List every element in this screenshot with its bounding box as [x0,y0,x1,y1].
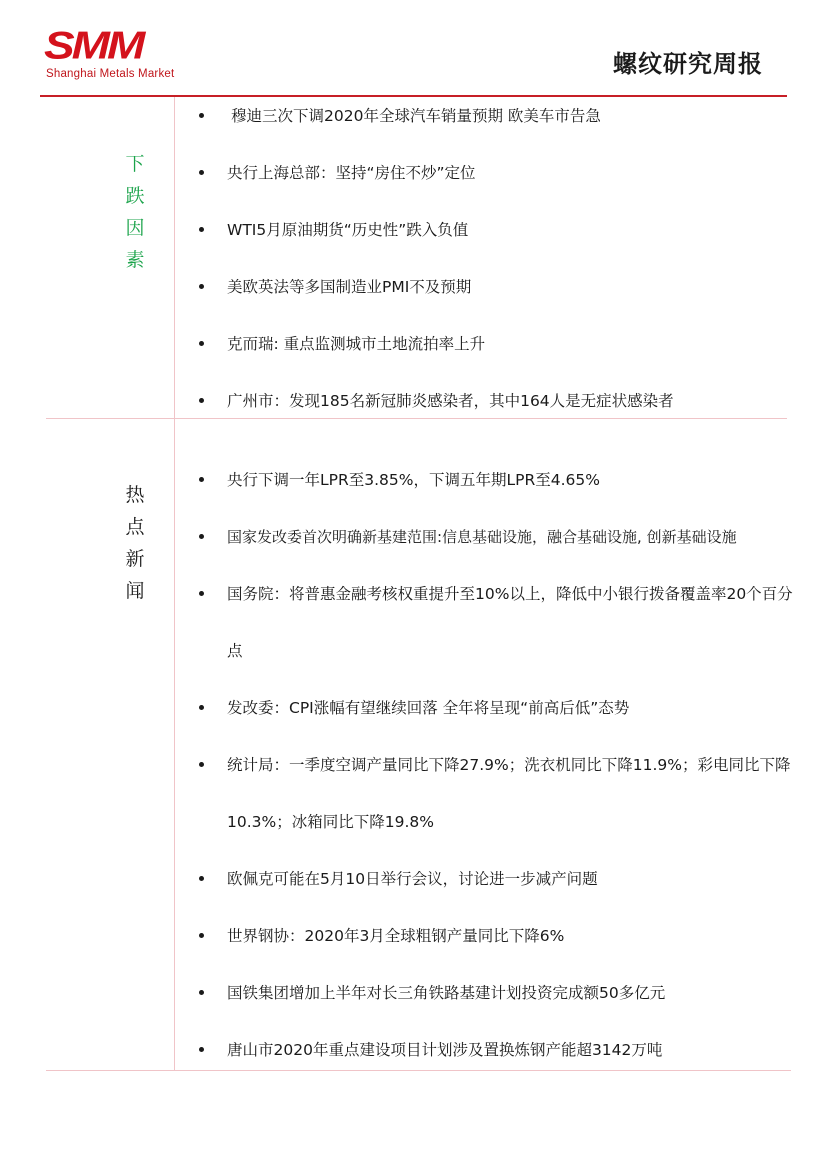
label-char: 跌 [125,185,145,207]
label-char: 下 [125,153,145,175]
bullet-icon [199,591,204,596]
list-item-text: 克而瑞: 重点监测城市土地流拍率上升 [227,335,486,353]
bullet-icon [199,170,204,175]
list-item-text: 穆迪三次下调2020年全球汽车销量预期 欧美车市告急 [231,107,601,125]
bullet-icon [199,876,204,881]
section-label-falling-factors [122,148,148,276]
bullet-icon [199,477,204,482]
logo-mark: SMM [44,22,143,68]
bullet-icon [199,705,204,710]
column-divider [174,97,175,1070]
list-item-text: 世界钢协：2020年3月全球粗钢产量同比下降6% [227,927,565,945]
page-header [0,0,827,100]
bullet-icon [199,534,204,539]
list-item-text: WTI5月原油期货“历史性”跌入负值 [227,221,469,239]
bullet-icon [199,227,204,232]
list-item-text: 欧佩克可能在5月10日举行会议，讨论进一步减产问题 [227,870,598,888]
list-item-text: 唐山市2020年重点建设项目计划涉及置换炼钢产能超3142万吨 [227,1041,663,1059]
smm-logo [44,22,175,80]
list-item-text: 国家发改委首次明确新基建范围:信息基础设施，融合基础设施, 创新基础设施 [227,528,737,546]
label-char: 新 [125,548,145,570]
label-char: 闻 [125,580,145,602]
bullet-icon [199,284,204,289]
section-label-hot-news [122,479,148,607]
list-item-text: 国务院：将普惠金融考核权重提升至10%以上，降低中小银行拨备覆盖率20个百分点 [227,585,793,660]
label-char: 点 [125,516,145,538]
label-char: 因 [125,217,145,239]
list-item-text: 美欧英法等多国制造业PMI不及预期 [227,278,472,296]
bullet-icon [199,990,204,995]
list-item-text: 统计局：一季度空调产量同比下降27.9%；洗衣机同比下降11.9%；彩电同比下降10.3%；冰箱同比下降19.8% [227,756,791,831]
list-item-text: 央行上海总部：坚持“房住不炒”定位 [227,164,476,182]
bullet-icon [199,113,204,118]
bullet-icon [199,762,204,767]
label-char: 素 [125,249,145,271]
list-item-text: 央行下调一年LPR至3.85%，下调五年期LPR至4.65% [227,471,600,489]
list-item-text: 广州市：发现185名新冠肺炎感染者，其中164人是无症状感染者 [227,392,674,410]
bullet-icon [199,398,204,403]
label-char: 热 [125,484,145,506]
bullet-icon [199,933,204,938]
bullet-icon [199,1047,204,1052]
list-item-text: 发改委：CPI涨幅有望继续回落 全年将呈现“前高后低”态势 [227,699,630,717]
report-title: 螺纹研究周报 [613,50,763,78]
logo-subtitle: Shanghai Metals Market [46,68,175,80]
list-item-text: 国铁集团增加上半年对长三角铁路基建计划投资完成额50多亿元 [227,984,666,1002]
bullet-icon [199,341,204,346]
